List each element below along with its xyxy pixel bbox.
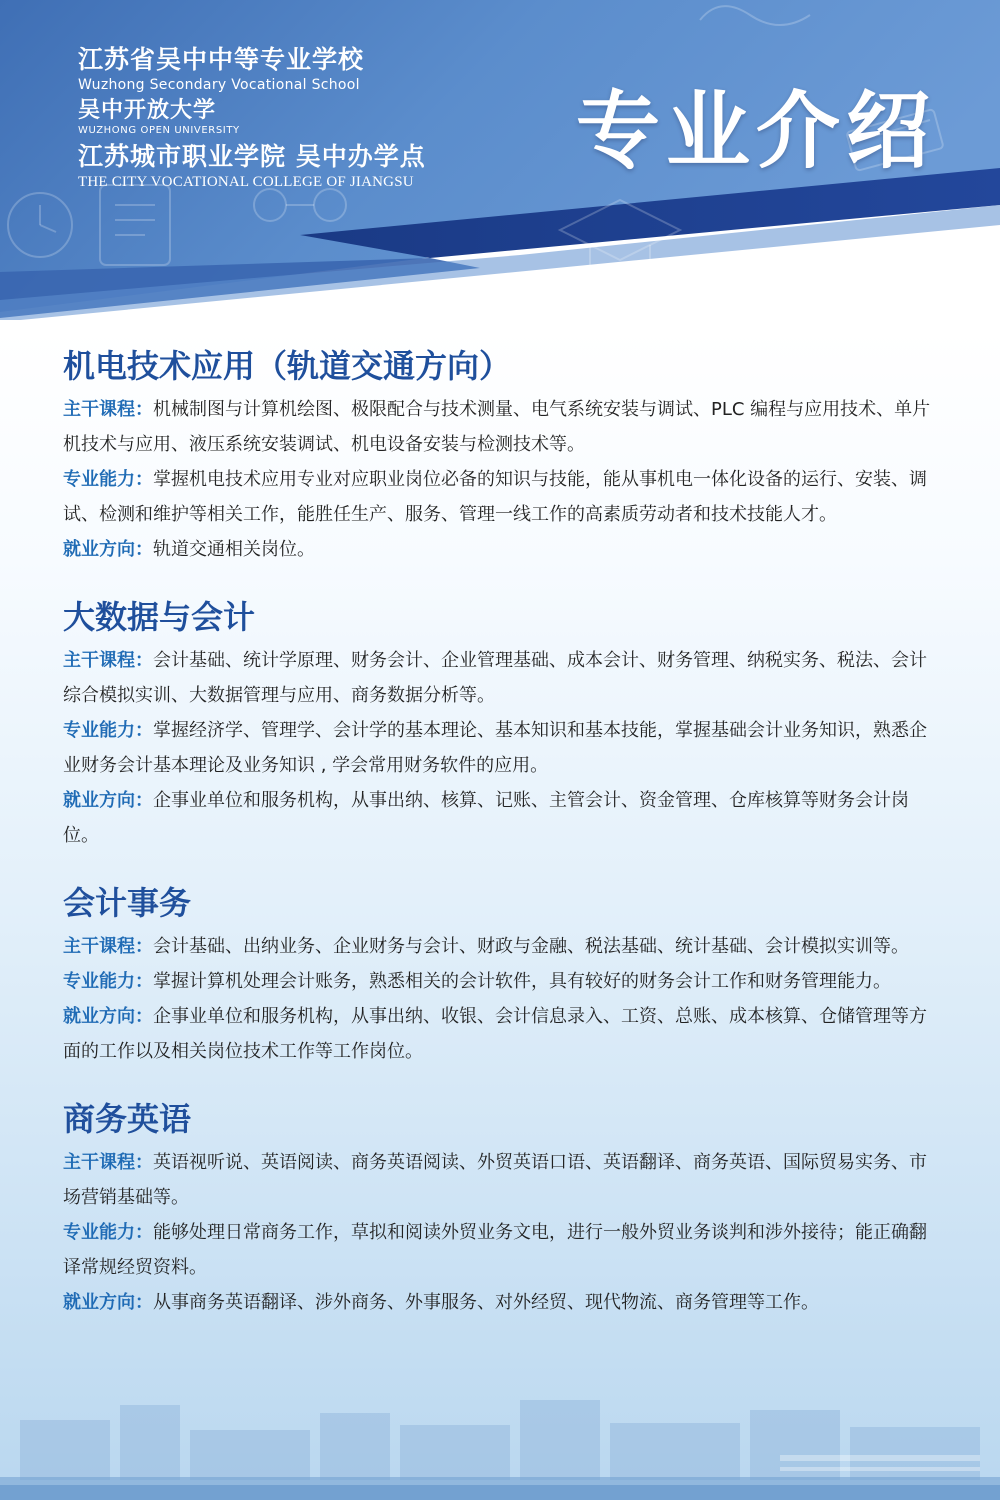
- courses-label: 主干课程：: [63, 399, 153, 420]
- school-name-3: [78, 137, 426, 191]
- header-banner: [0, 0, 1000, 320]
- career-text: 企事业单位和服务机构，从事出纳、核算、记账、主管会计、资金管理、仓库核算等财务会计岗位。: [63, 790, 909, 846]
- ability-label: 专业能力：: [63, 1222, 153, 1243]
- career-row: [63, 999, 943, 1069]
- major-section-business-english: [63, 1097, 943, 1320]
- page-title: 专业介绍: [575, 82, 936, 180]
- courses-text: 会计基础、统计学原理、财务会计、企业管理基础、成本会计、财务管理、纳税实务、税法、会计综合模拟实训、大数据管理与应用、商务数据分析等。: [63, 650, 927, 706]
- school-name-1: [78, 40, 364, 93]
- career-row: [63, 1285, 943, 1320]
- courses-text: 会计基础、出纳业务、企业财务与会计、财政与金融、税法基础、统计基础、会计模拟实训等。: [153, 936, 909, 957]
- major-section-mechatronics: [63, 344, 943, 567]
- ability-row: [63, 964, 943, 999]
- major-title: 会计事务: [63, 884, 192, 922]
- ability-label: 专业能力：: [63, 469, 153, 490]
- ability-row: [63, 1215, 943, 1285]
- ability-label: 专业能力：: [63, 971, 153, 992]
- courses-row: [63, 643, 943, 713]
- ability-label: 专业能力：: [63, 720, 153, 741]
- school-name-2: [78, 93, 240, 136]
- courses-label: 主干课程：: [63, 1152, 153, 1173]
- school-1-chinese: 江苏省吴中中等专业学校: [78, 45, 365, 74]
- major-list: [63, 344, 943, 1348]
- career-row: [63, 783, 943, 853]
- career-label: 就业方向：: [63, 1006, 153, 1027]
- major-title: 大数据与会计: [63, 598, 256, 636]
- school-1-english: Wuzhong Secondary Vocational School: [78, 77, 360, 93]
- career-label: 就业方向：: [63, 790, 153, 811]
- school-2-chinese: 吴中开放大学: [78, 98, 217, 123]
- major-section-accounting-affairs: [63, 881, 943, 1069]
- school-3-chinese: 江苏城市职业学院 吴中办学点: [78, 142, 426, 171]
- career-label: 就业方向：: [63, 1292, 153, 1313]
- campus-skyline-illustration: [0, 1385, 1000, 1500]
- courses-text: 英语视听说、英语阅读、商务英语阅读、外贸英语口语、英语翻译、商务英语、国际贸易实务、市场营销基础等。: [63, 1152, 927, 1208]
- ability-text: 掌握机电技术应用专业对应职业岗位必备的知识与技能，能从事机电一体化设备的运行、安装、调试、检测和维护等相关工作，能胜任生产、服务、管理一线工作的高素质劳动者和技术技能人才。: [63, 469, 927, 525]
- courses-text: 机械制图与计算机绘图、极限配合与技术测量、电气系统安装与调试、PLC 编程与应用技术、单片机技术与应用、液压系统安装调试、机电设备安装与检测技术等。: [63, 399, 931, 455]
- school-3-english: THE CITY VOCATIONAL COLLEGE OF JIANGSU: [78, 174, 414, 190]
- courses-label: 主干课程：: [63, 650, 153, 671]
- career-label: 就业方向：: [63, 539, 153, 560]
- courses-row: [63, 392, 943, 462]
- major-title: 机电技术应用（轨道交通方向）: [63, 347, 512, 385]
- courses-label: 主干课程：: [63, 936, 153, 957]
- school-2-english: WUZHONG OPEN UNIVERSITY: [78, 125, 240, 136]
- career-text: 企事业单位和服务机构，从事出纳、收银、会计信息录入、工资、总账、成本核算、仓储管理等方面的工作以及相关岗位技术工作等工作岗位。: [63, 1006, 927, 1062]
- courses-row: [63, 1145, 943, 1215]
- ability-row: [63, 713, 943, 783]
- major-section-big-data-accounting: [63, 595, 943, 853]
- courses-row: [63, 929, 943, 964]
- ability-text: 掌握计算机处理会计账务，熟悉相关的会计软件，具有较好的财务会计工作和财务管理能力。: [153, 971, 891, 992]
- ability-text: 掌握经济学、管理学、会计学的基本理论、基本知识和基本技能，掌握基础会计业务知识，熟悉企业财务会计基本理论及业务知识 , 学会常用财务软件的应用。: [63, 720, 927, 776]
- career-text: 从事商务英语翻译、涉外商务、外事服务、对外经贸、现代物流、商务管理等工作。: [153, 1292, 819, 1313]
- ability-row: [63, 462, 943, 532]
- career-row: [63, 532, 943, 567]
- major-title: 商务英语: [63, 1100, 192, 1138]
- ability-text: 能够处理日常商务工作，草拟和阅读外贸业务文电，进行一般外贸业务谈判和涉外接待；能正确翻译常规经贸资料。: [63, 1222, 927, 1278]
- career-text: 轨道交通相关岗位。: [153, 539, 315, 560]
